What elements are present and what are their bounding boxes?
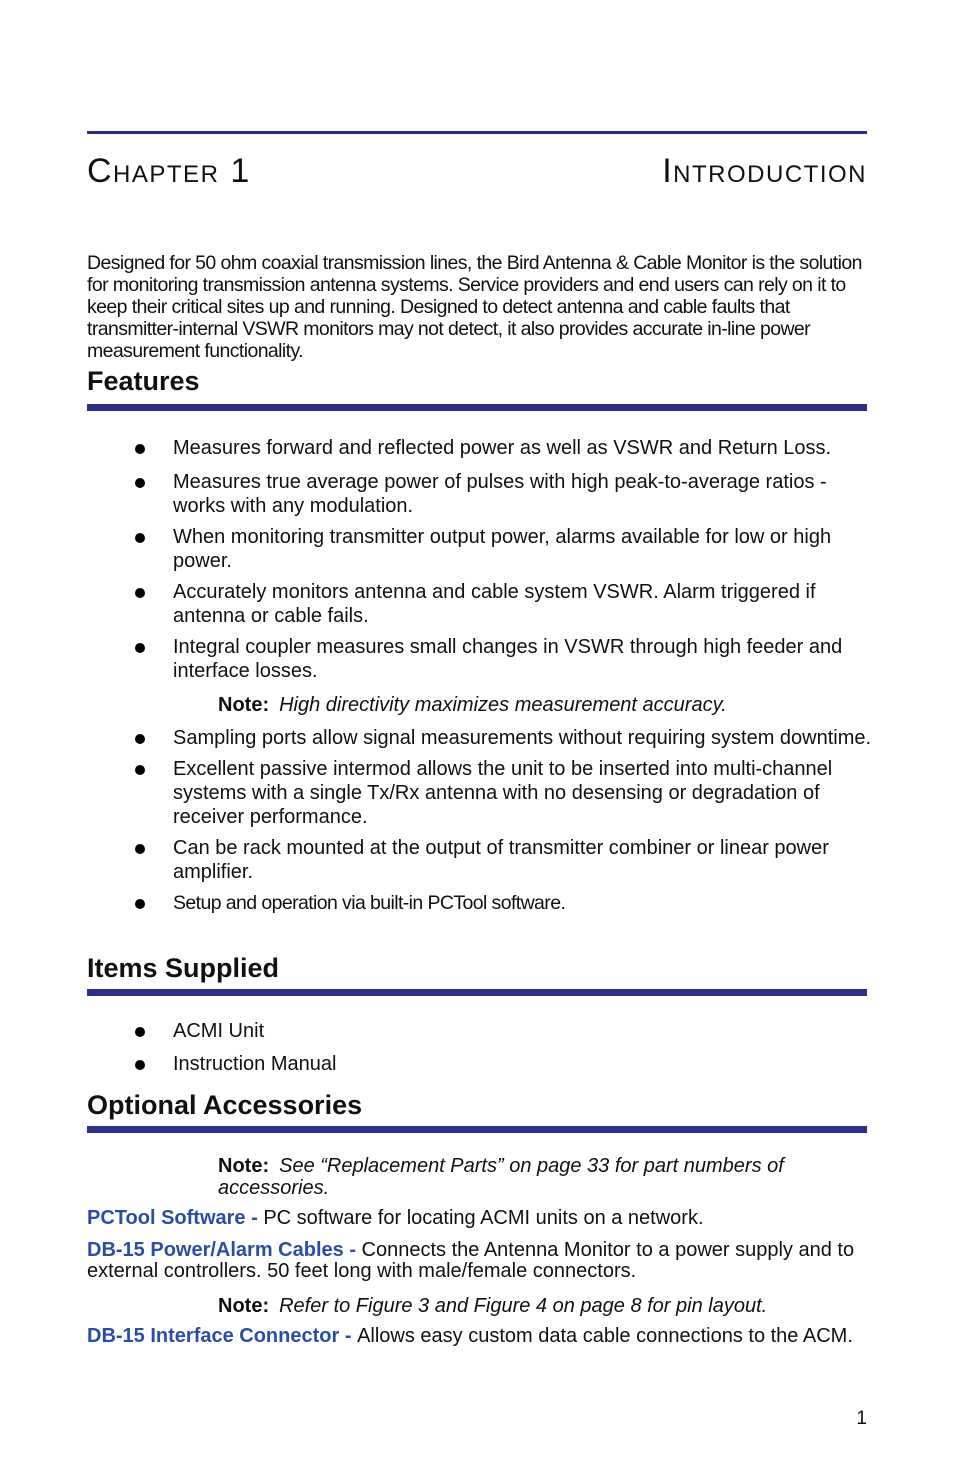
bullet-icon bbox=[135, 1027, 145, 1037]
list-item: Measures true average power of pulses with high peak-to-average ratios - works with any modulation. bbox=[87, 470, 877, 518]
accessory-description: Allows easy custom data cable connections to the ACM. bbox=[357, 1325, 853, 1347]
note-label: Note: bbox=[218, 1295, 270, 1317]
features-rule bbox=[87, 404, 867, 411]
list-item: Can be rack mounted at the output of transmitter combiner or linear power amplifier. bbox=[87, 836, 877, 884]
optional-accessories-heading: Optional Accessories bbox=[87, 1090, 363, 1120]
list-item: Measures forward and reflected power as well as VSWR and Return Loss. bbox=[87, 436, 877, 460]
list-item: Integral coupler measures small changes in VSWR through high feeder and interface losses. bbox=[87, 635, 877, 683]
bullet-icon bbox=[135, 899, 145, 909]
bullet-icon bbox=[135, 588, 145, 598]
list-item: Setup and operation via built-in PCTool software. bbox=[87, 891, 877, 915]
list-item: Accurately monitors antenna and cable system VSWR. Alarm triggered if antenna or cable fails. bbox=[87, 580, 877, 628]
accessory-pctool bbox=[87, 1208, 872, 1229]
features-heading: Features bbox=[87, 366, 200, 396]
accessory-label: DB-15 Power/Alarm Cables - bbox=[87, 1239, 362, 1261]
list-item: When monitoring transmitter output power, alarms available for low or high power. bbox=[87, 525, 877, 573]
chapter-label: Chapter 1 bbox=[87, 152, 251, 190]
note-text: See “Replacement Parts” on page 33 for part numbers of accessories. bbox=[218, 1155, 784, 1199]
chapter-title: Introduction bbox=[662, 152, 867, 190]
optional-accessories-rule bbox=[87, 1126, 867, 1133]
chapter-top-rule bbox=[87, 131, 867, 134]
bullet-icon bbox=[135, 1060, 145, 1070]
note-label: Note: bbox=[218, 694, 270, 716]
bullet-icon bbox=[135, 765, 145, 775]
list-item: ACMI Unit bbox=[87, 1019, 877, 1043]
note-label: Note: bbox=[218, 1155, 270, 1177]
bullet-icon bbox=[135, 643, 145, 653]
list-item: Excellent passive intermod allows the unit to be inserted into multi-channel systems with a single Tx/Rx antenna with no desensing or degradation of receiver performance. bbox=[87, 757, 877, 829]
features-note bbox=[218, 694, 838, 716]
bullet-icon bbox=[135, 844, 145, 854]
items-supplied-heading: Items Supplied bbox=[87, 953, 280, 983]
bullet-icon bbox=[135, 444, 145, 454]
page-number: 1 bbox=[856, 1408, 867, 1429]
accessory-label: PCTool Software - bbox=[87, 1207, 264, 1229]
note-text: High directivity maximizes measurement accuracy. bbox=[279, 694, 727, 716]
bullet-icon bbox=[135, 734, 145, 744]
intro-paragraph: Designed for 50 ohm coaxial transmission lines, the Bird Antenna & Cable Monitor is the solution for monitoring transmission antenna systems. Service providers and end users can rely on it to keep their critical sites up and running. Designed to detect antenna and cable faults that transmitter-internal VSWR monitors may not detect, it also provides accurate in-line power measurement functionality. bbox=[87, 252, 862, 362]
accessory-description: PC software for locating ACMI units on a network. bbox=[263, 1207, 704, 1229]
bullet-icon bbox=[135, 533, 145, 543]
pin-layout-note bbox=[218, 1295, 838, 1317]
chapter-header bbox=[87, 152, 867, 194]
note-text: Refer to Figure 3 and Figure 4 on page 8 for pin layout. bbox=[279, 1295, 768, 1317]
list-item: Sampling ports allow signal measurements without requiring system downtime. bbox=[87, 726, 877, 750]
accessory-interface-connector bbox=[87, 1326, 872, 1347]
features-list-a bbox=[87, 436, 877, 683]
features-list-b bbox=[87, 726, 877, 915]
list-item: Instruction Manual bbox=[87, 1052, 877, 1076]
items-supplied-rule bbox=[87, 989, 867, 996]
accessory-label: DB-15 Interface Connector - bbox=[87, 1325, 358, 1347]
bullet-icon bbox=[135, 478, 145, 488]
accessory-description: Connects the Antenna Monitor to a power supply and to external controllers. 50 feet long with male/female connectors. bbox=[87, 1239, 855, 1282]
items-supplied-list bbox=[87, 1019, 877, 1076]
accessories-note bbox=[218, 1155, 838, 1199]
accessory-power-alarm-cables bbox=[87, 1240, 872, 1282]
